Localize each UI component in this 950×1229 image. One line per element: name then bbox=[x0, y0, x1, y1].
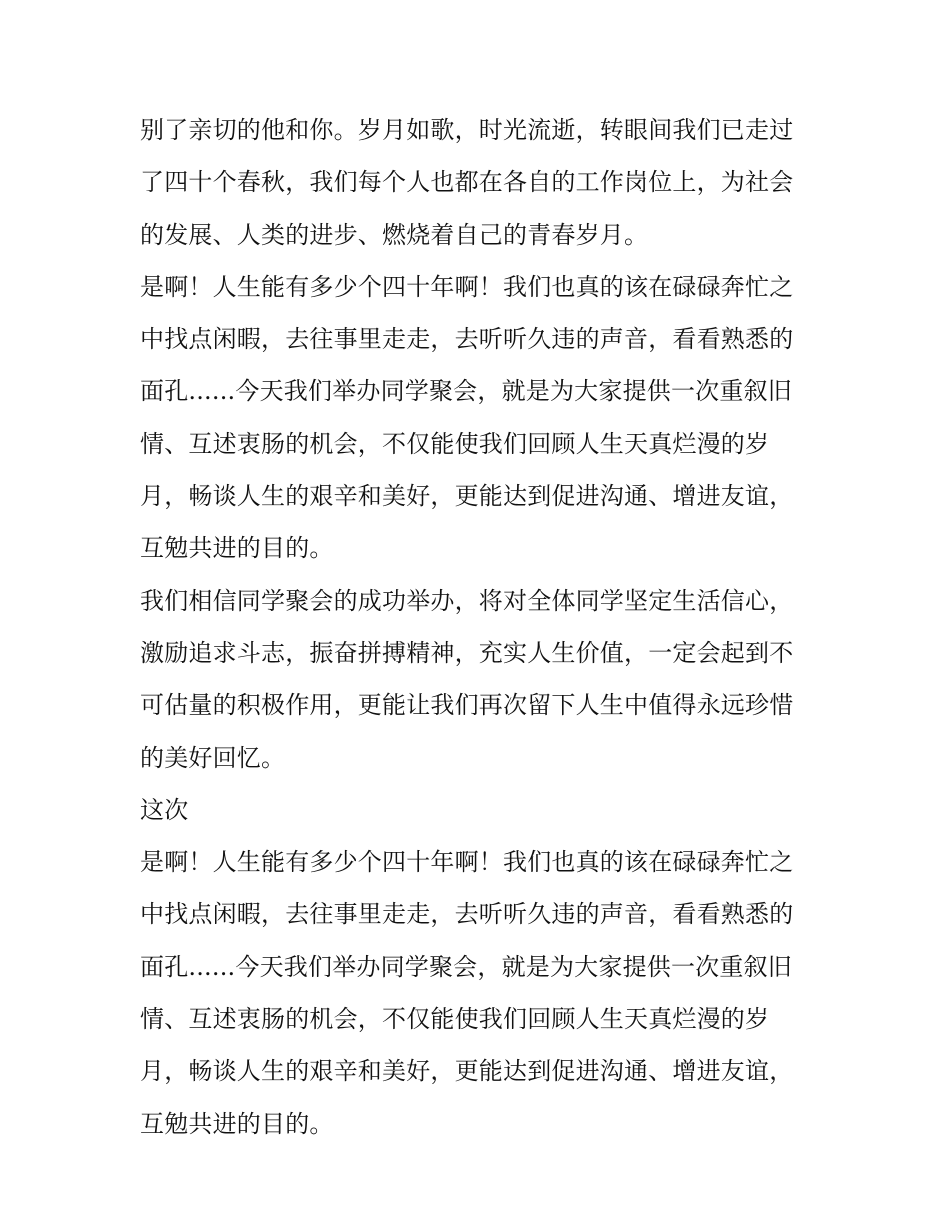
text-line: 别了亲切的他和你。岁月如歌，时光流逝，转眼间我们已走过 bbox=[140, 116, 794, 144]
text-line: 了四十个春秋，我们每个人也都在各自的工作岗位上，为社会 bbox=[140, 168, 794, 197]
text-line: 面孔......今天我们举办同学聚会，就是为大家提供一次重叙旧 bbox=[140, 377, 792, 406]
text-line: 的美好回忆。 bbox=[140, 743, 286, 772]
text-line: 可估量的积极作用，更能让我们再次留下人生中值得永远珍惜 bbox=[140, 691, 794, 720]
text-line: 中找点闲暇，去往事里走走，去听听久违的声音，看看熟悉的 bbox=[140, 900, 794, 929]
text-line: 互勉共进的目的。 bbox=[140, 534, 334, 563]
text-line: 激励追求斗志，振奋拼搏精神，充实人生价值，一定会起到不 bbox=[140, 638, 794, 667]
text-line: 互勉共进的目的。 bbox=[140, 1109, 334, 1138]
document-body bbox=[140, 104, 830, 1150]
text-line: 月，畅谈人生的艰辛和美好，更能达到促进沟通、增进友谊， bbox=[140, 482, 794, 511]
text-line: 中找点闲暇，去往事里走走，去听听久违的声音，看看熟悉的 bbox=[140, 325, 794, 354]
text-line: 月，畅谈人生的艰辛和美好，更能达到促进沟通、增进友谊， bbox=[140, 1057, 794, 1086]
text-line: 情、互述衷肠的机会，不仅能使我们回顾人生天真烂漫的岁 bbox=[140, 429, 770, 458]
text-line: 我们相信同学聚会的成功举办，将对全体同学坚定生活信心， bbox=[140, 586, 794, 615]
text-line: 是啊！人生能有多少个四十年啊！我们也真的该在碌碌奔忙之 bbox=[140, 272, 794, 301]
text-line: 这次 bbox=[140, 795, 189, 824]
text-line: 是啊！人生能有多少个四十年啊！我们也真的该在碌碌奔忙之 bbox=[140, 848, 794, 877]
text-line: 面孔......今天我们举办同学聚会，就是为大家提供一次重叙旧 bbox=[140, 952, 792, 981]
text-line: 的发展、人类的进步、燃烧着自己的青春岁月。 bbox=[140, 220, 649, 249]
text-line: 情、互述衷肠的机会，不仅能使我们回顾人生天真烂漫的岁 bbox=[140, 1005, 770, 1034]
